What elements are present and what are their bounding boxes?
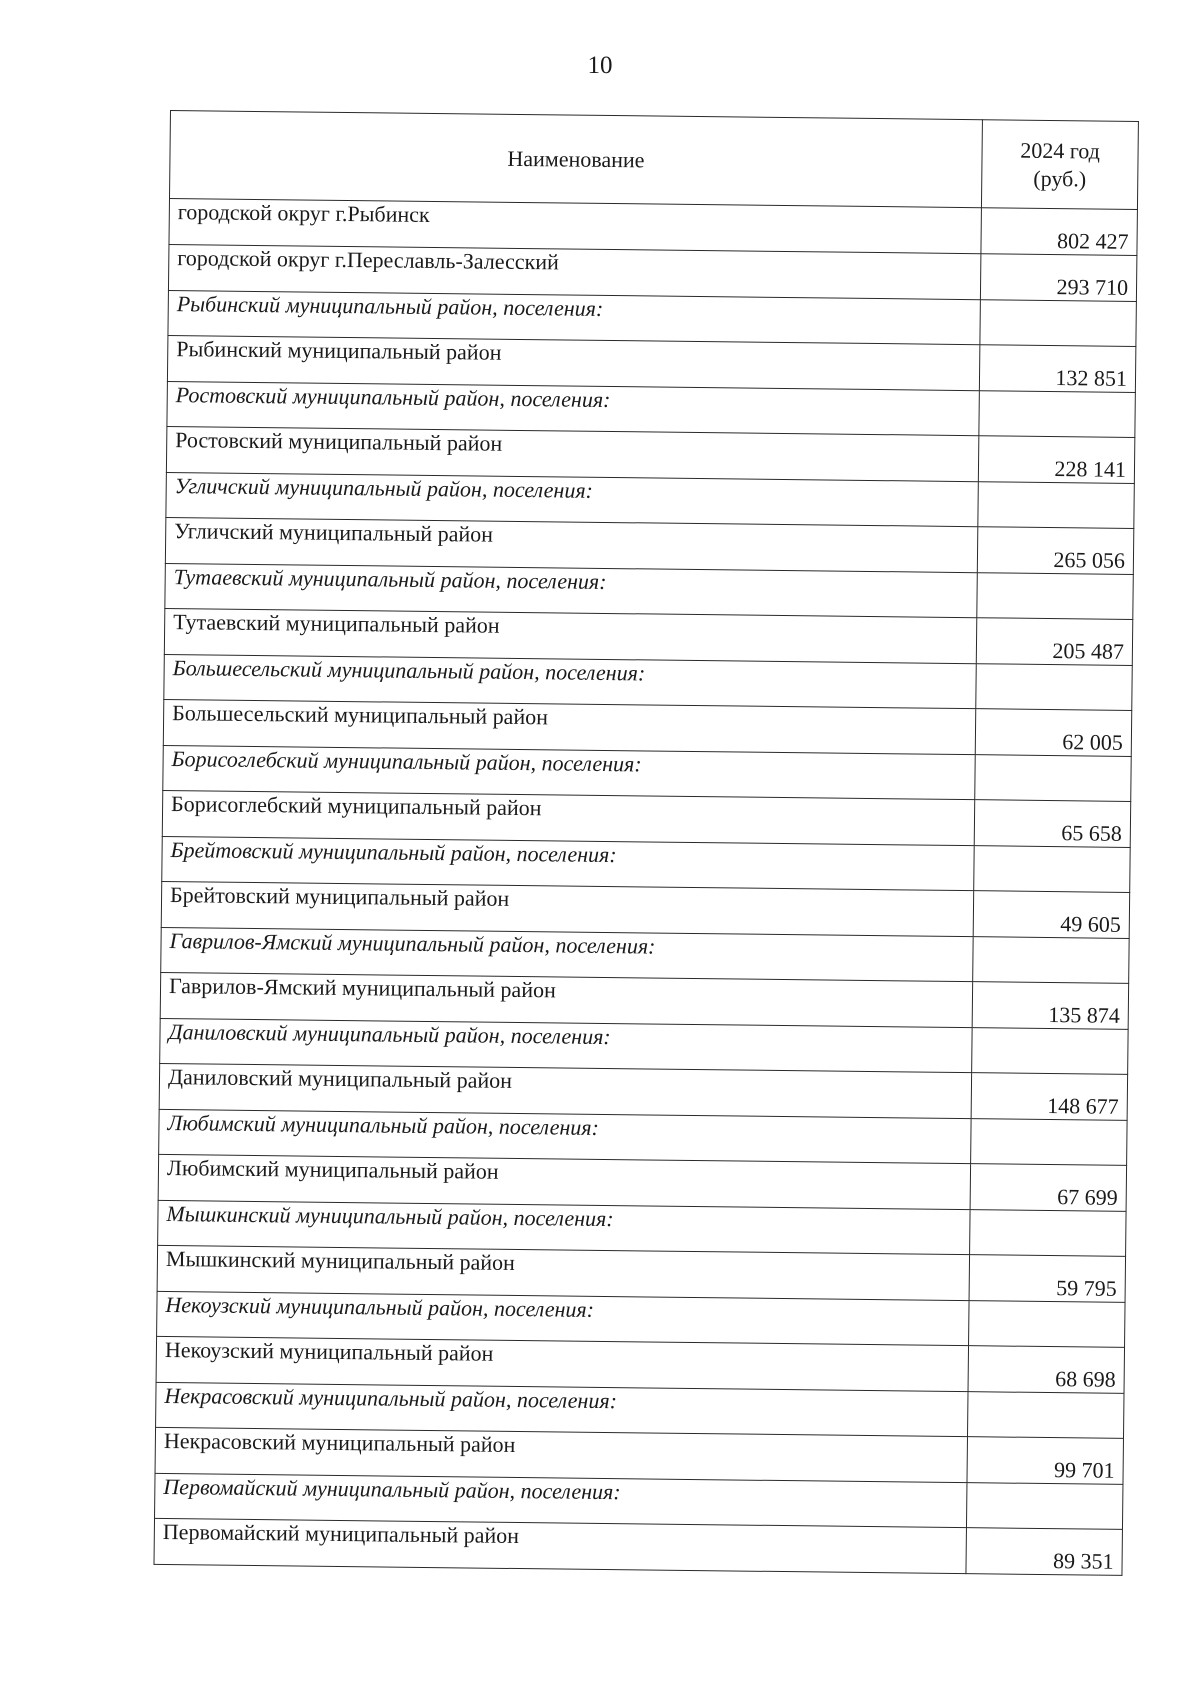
cell-name: Угличский муниципальный район, поселения: [166,472,978,526]
cell-name: городской округ г.Переславль-Залесский [168,244,980,299]
cell-name: Любимский муниципальный район, поселения: [159,1109,971,1163]
cell-name: Большесельский муниципальный район, поселения: [164,654,976,708]
cell-value: 802 427 [981,208,1138,256]
cell-value: 59 795 [969,1255,1126,1303]
table-header [169,111,1138,210]
cell-value [974,846,1131,893]
cell-value: 67 699 [970,1164,1127,1212]
cell-name: Ростовский муниципальный район, поселения: [167,381,979,435]
cell-name: Борисоглебский муниципальный район, поселения: [163,745,975,799]
cell-name: Мышкинский муниципальный район, поселения: [158,1200,970,1254]
cell-name: Тутаевский муниципальный район, поселения: [165,563,977,617]
cell-name: Борисоглебский муниципальный район [162,790,974,845]
cell-value [976,664,1133,711]
table-row [154,1518,1122,1575]
cell-value: 68 698 [968,1346,1125,1394]
cell-name: Некрасовский муниципальный район [155,1427,967,1482]
cell-value [970,1210,1127,1257]
cell-name: Гаврилов-Ямский муниципальный район [160,972,972,1027]
header-row [169,111,1138,210]
cell-name: Брейтовский муниципальный район, поселения: [162,836,974,890]
cell-value: 62 005 [975,709,1132,757]
cell-name: Первомайский муниципальный район [154,1518,966,1573]
cell-value [979,391,1136,438]
column-header-name: Наименование [169,111,982,208]
cell-value [975,755,1132,802]
page-number: 10 [587,52,613,79]
cell-value [968,1392,1125,1439]
cell-name: Любимский муниципальный район [158,1154,970,1209]
cell-name: Угличский муниципальный район [165,517,977,572]
cell-value [978,482,1135,529]
cell-value: 89 351 [966,1528,1123,1576]
cell-value [977,573,1134,620]
cell-value: 135 874 [972,982,1129,1030]
cell-name: Даниловский муниципальный район [159,1063,971,1118]
cell-value [980,300,1137,347]
cell-name: Тутаевский муниципальный район [164,608,976,663]
cell-name: городской округ г.Рыбинск [169,198,981,253]
cell-name: Мышкинский муниципальный район [157,1245,969,1300]
column-header-year [981,120,1138,210]
cell-name: Брейтовский муниципальный район [161,881,973,936]
cell-name: Некоузский муниципальный район, поселения: [157,1291,969,1345]
cell-value [966,1483,1123,1530]
cell-name: Даниловский муниципальный район, поселения: [160,1018,972,1072]
cell-name: Гаврилов-Ямский муниципальный район, поселения: [161,927,973,981]
budget-table [153,110,1138,1576]
cell-value: 293 710 [980,254,1137,302]
column-header-year-line1: 2024 год [1020,137,1101,164]
cell-name: Рыбинский муниципальный район [167,335,979,390]
cell-value: 228 141 [978,436,1135,484]
column-header-year-line2: (руб.) [1033,165,1087,191]
cell-name: Некоузский муниципальный район [156,1336,968,1391]
cell-value: 65 658 [974,800,1131,848]
cell-value: 265 056 [977,527,1134,575]
cell-value [969,1301,1126,1348]
cell-value: 99 701 [967,1437,1124,1485]
cell-value [973,937,1130,984]
cell-value: 205 487 [976,618,1133,666]
cell-name: Некрасовский муниципальный район, поселения: [156,1382,968,1436]
cell-name: Ростовский муниципальный район [166,426,978,481]
cell-name: Рыбинский муниципальный район, поселения: [168,290,980,344]
cell-value: 132 851 [979,345,1136,393]
cell-name: Большесельский муниципальный район [163,699,975,754]
table-body [154,198,1137,1575]
cell-value: 148 677 [971,1073,1128,1121]
cell-value [972,1028,1129,1075]
cell-value [971,1119,1128,1166]
cell-name: Первомайский муниципальный район, поселения: [155,1473,967,1527]
cell-value: 49 605 [973,891,1130,939]
budget-table-container [153,110,1138,1576]
